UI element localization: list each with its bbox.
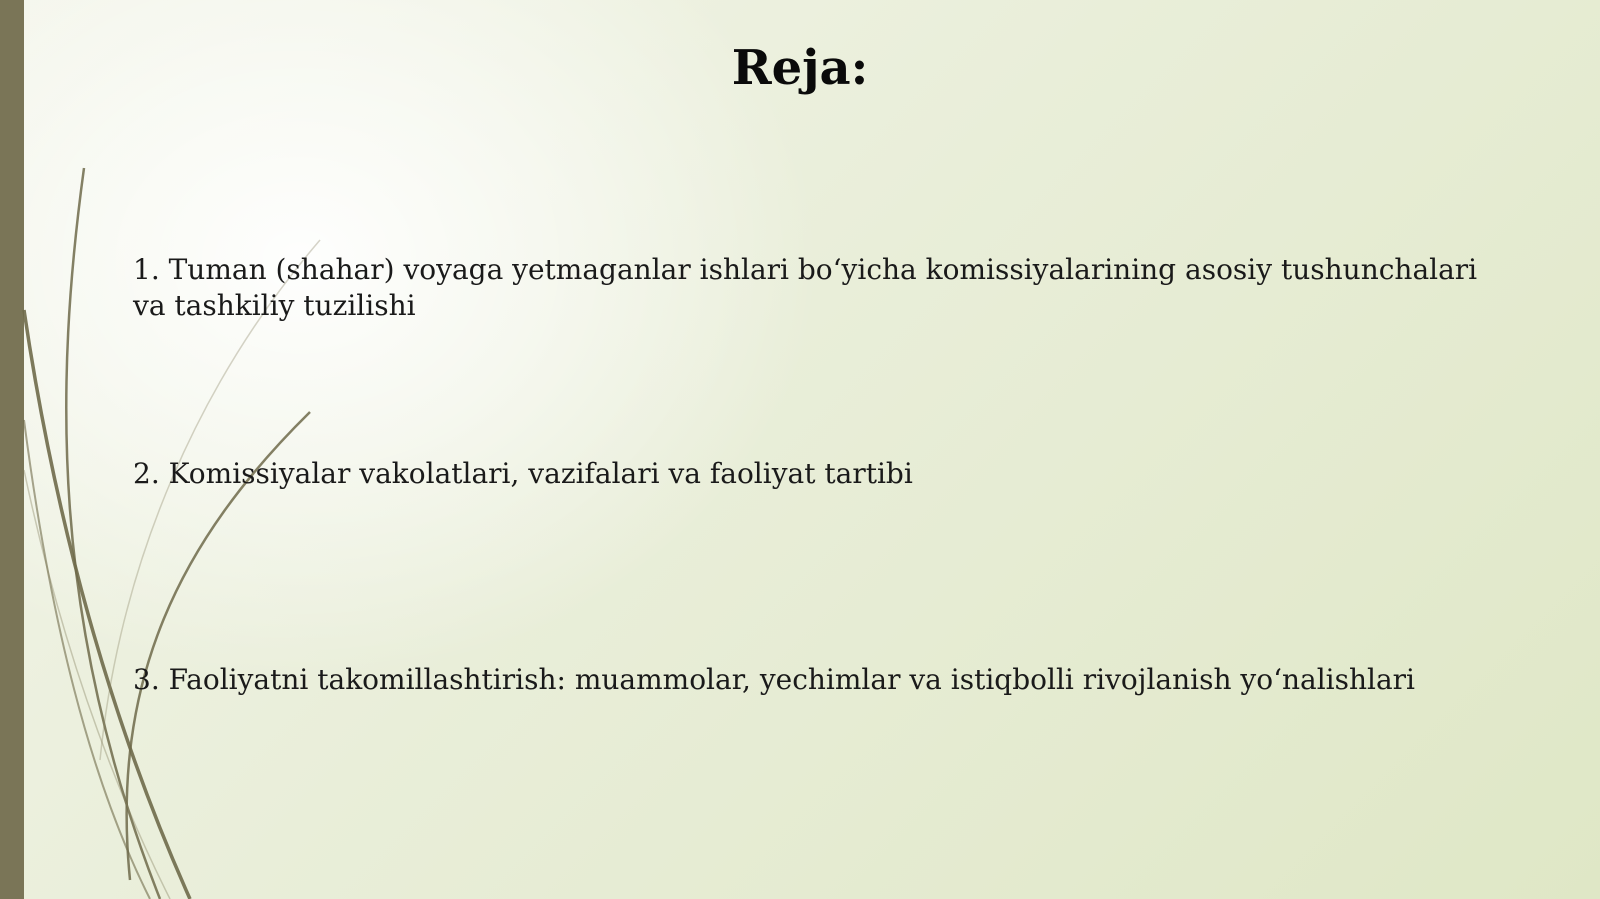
list-item: 2. Komissiyalar vakolatlari, vazifalari va faoliyat tartibi [133,457,913,490]
page-title: Reja: [731,40,869,96]
list-item: 1. Tuman (shahar) voyaga yetmaganlar ishlari bo‘yicha komissiyalarining asosiy tushunchalari va tashkiliy tuzilishi [133,253,1478,322]
list-item: 3. Faoliyatni takomillashtirish: muammolar, yechimlar va istiqbolli rivojlanish yo‘nalishlari [133,663,1416,696]
